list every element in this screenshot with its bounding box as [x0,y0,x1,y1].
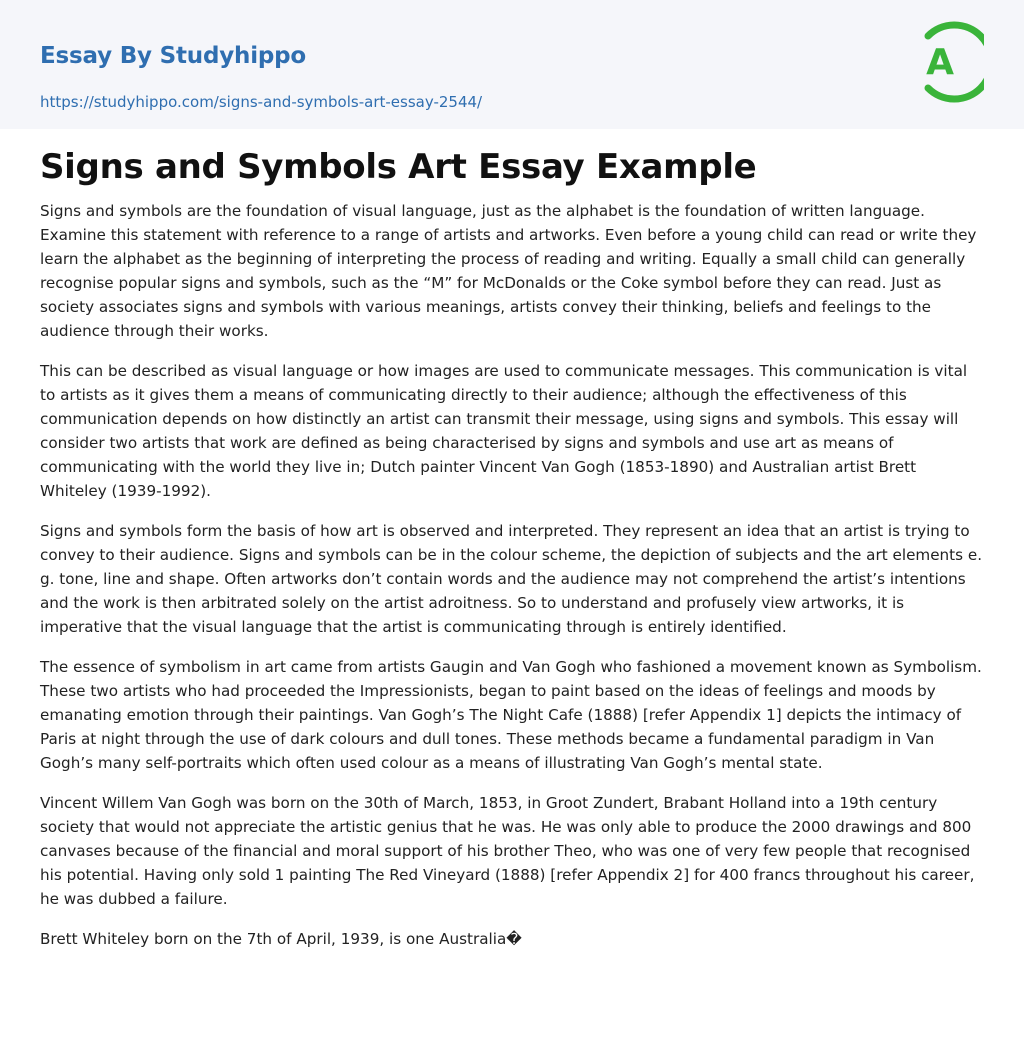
article-paragraph: Signs and symbols are the foundation of visual language, just as the alphabet is the foundation of written language. Examine this statement with reference to a range of artists and artworks. Even before a young child can read or write they learn the alphabet as the beginning of interpreting the process of reading and writing. Equally a small child can generally recognise popular signs and symbols, such as the “M” for McDonalds or the Coke symbol before they can read. Just as society associates signs and symbols with various meanings, artists convey their thinking, beliefs and feelings to the audience through their works. [40,202,977,340]
source-url-link[interactable]: https://studyhippo.com/signs-and-symbols-art-essay-2544/ [40,93,483,111]
article [0,129,1024,951]
site-header [0,0,1024,129]
article-paragraph: This can be described as visual language or how images are used to communicate messages. This communication is vital to artists as it gives them a means of communicating directly to their audience; although the effectiveness of this communication depends on how distinctly an artist can transmit their message, using signs and symbols. This essay will consider two artists that work are defined as being characterised by signs and symbols and use art as means of communicating with the world they live in; Dutch painter Vincent Van Gogh (1853-1890) and Australian artist Brett Whiteley (1939-1992). [40,362,968,500]
page-title: Signs and Symbols Art Essay Example [40,147,757,187]
logo-letter: A [926,42,954,83]
article-paragraph: Brett Whiteley born on the 7th of April, 1939, is one Australia� [40,930,522,948]
article-paragraph: Signs and symbols form the basis of how art is observed and interpreted. They represent an idea that an artist is trying to convey to their audience. Signs and symbols can be in the colour scheme, the depiction of subjects and the art elements e. g. tone, line and shape. Often artworks don’t contain words and the audience may not comprehend the artist’s intentions and the work is then arbitrated solely on the artist adroitness. So to understand and profusely view artworks, it is imperative that the visual language that the artist is communicating through is entirely identified. [40,522,983,636]
logo-icon[interactable] [914,20,984,104]
article-paragraph: The essence of symbolism in art came from artists Gaugin and Van Gogh who fashioned a movement known as Symbolism. These two artists who had proceeded the Impressionists, began to paint based on the ideas of feelings and moods by emanating emotion through their paintings. Van Gogh’s The Night Cafe (1888) [refer Appendix 1] depicts the intimacy of Paris at night through the use of dark colours and dull tones. These methods became a fundamental paradigm in Van Gogh’s many self-portraits which often used colour as a means of illustrating Van Gogh’s mental state. [40,658,982,772]
article-paragraph: Vincent Willem Van Gogh was born on the 30th of March, 1853, in Groot Zundert, Brabant Holland into a 19th century society that would not appreciate the artistic genius that he was. He was only able to produce the 2000 drawings and 800 canvases because of the financial and moral support of his brother Theo, who was one of very few people that recognised his potential. Having only sold 1 painting The Red Vineyard (1888) [refer Appendix 2] for 400 francs throughout his career, he was dubbed a failure. [40,794,975,908]
site-brand[interactable]: Essay By Studyhippo [40,43,307,69]
